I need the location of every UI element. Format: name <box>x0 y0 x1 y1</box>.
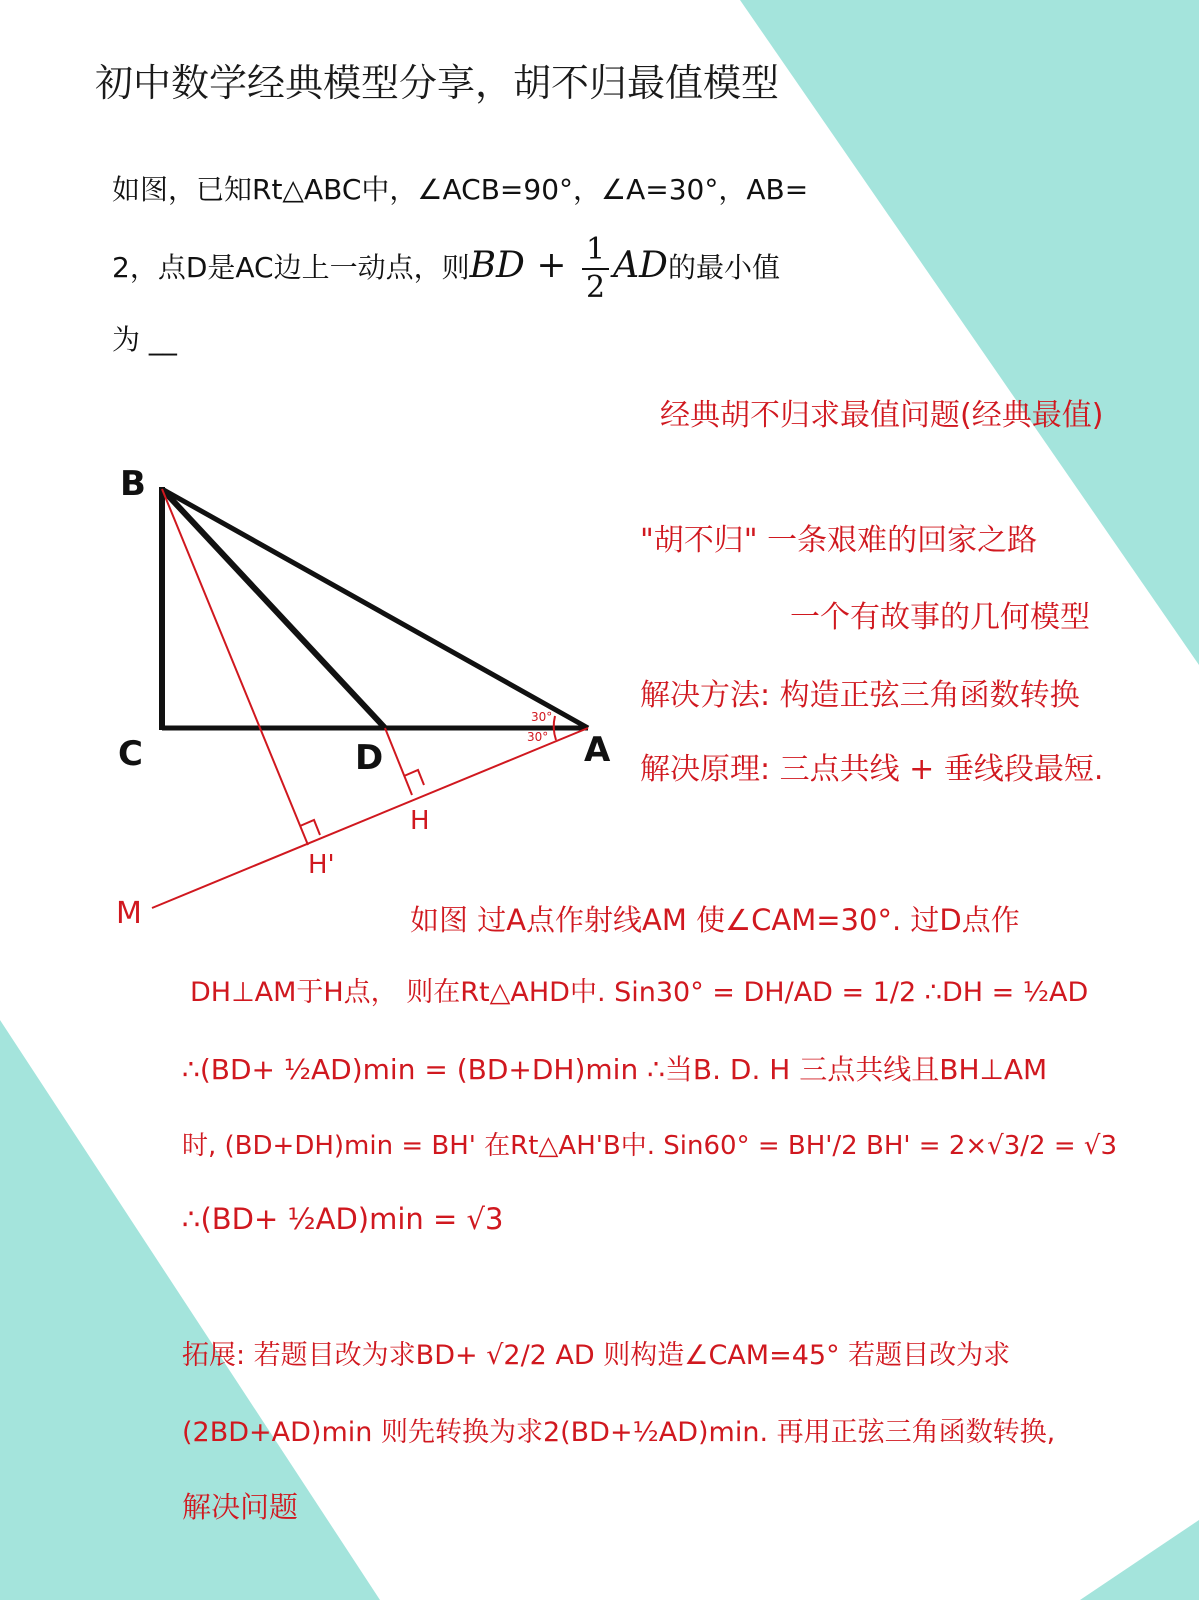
segment-ba <box>162 489 588 728</box>
notes-story-2: 一个有故事的几何模型 <box>790 600 1090 635</box>
fraction-denominator: 2 <box>585 270 606 305</box>
math-ad: AD <box>613 245 668 286</box>
extension-line-1: 拓展: 若题目改为求BD+ √2/2 AD 则构造∠CAM=45° 若题目改为求 <box>182 1340 1011 1371</box>
notes-method: 解决方法: 构造正弦三角函数转换 <box>640 678 1080 713</box>
angle-label-bac: 30° <box>531 710 553 724</box>
problem-line-2-end: 的最小值 <box>667 251 780 284</box>
vertex-label-a: A <box>584 730 611 770</box>
vertex-label-c: C <box>118 734 143 774</box>
vertex-label-b: B <box>120 464 146 504</box>
extension-line-3: 解决问题 <box>182 1490 299 1524</box>
segment-bd <box>162 489 385 728</box>
problem-line-3: 为 __ <box>112 323 177 356</box>
extension-line-2: (2BD+AD)min 则先转换为求2(BD+½AD)min. 再用正弦三角函数转换, <box>182 1417 1056 1448</box>
solution-line-3: ∴(BD+ ½AD)min = (BD+DH)min ∴当B. D. H 三点共线且BH⊥AM <box>182 1053 1048 1086</box>
angle-label-cam: 30° <box>527 730 549 744</box>
solution-line-1: 如图 过A点作射线AM 使∠CAM=30°. 过D点作 <box>410 903 1020 937</box>
segment-bh-prime <box>162 489 308 845</box>
notes-story-1: "胡不归" 一条艰难的回家之路 <box>640 523 1038 558</box>
solution-line-2: DH⊥AM于H点， 则在Rt△AHD中. Sin30° = DH/AD = 1/2 ∴DH = ½AD <box>190 977 1089 1008</box>
solution-line-5: ∴(BD+ ½AD)min = √3 <box>182 1202 504 1236</box>
fraction-numerator: 1 <box>582 232 609 270</box>
page-title: 初中数学经典模型分享，胡不归最值模型 <box>95 61 780 105</box>
math-bd: BD + <box>469 245 578 286</box>
notes-principle: 解决原理: 三点共线 + 垂线段最短. <box>640 752 1104 787</box>
problem-line-2-text: 2，点D是AC边上一动点，则 <box>112 251 470 284</box>
solution-line-4: 时, (BD+DH)min = BH' 在Rt△AH'B中. Sin60° = BH'/2 BH' = 2×√3/2 = √3 <box>182 1131 1117 1161</box>
point-label-h: H <box>410 806 430 836</box>
vertex-label-d: D <box>355 738 384 778</box>
point-label-m: M <box>116 896 142 931</box>
notes-heading: 经典胡不归求最值问题(经典最值) <box>660 398 1104 433</box>
segment-dh <box>385 728 412 795</box>
point-label-h-prime: H' <box>308 850 335 880</box>
problem-line-1: 如图，已知Rt△ABC中，∠ACB=90°，∠A=30°，AB= <box>112 173 809 206</box>
